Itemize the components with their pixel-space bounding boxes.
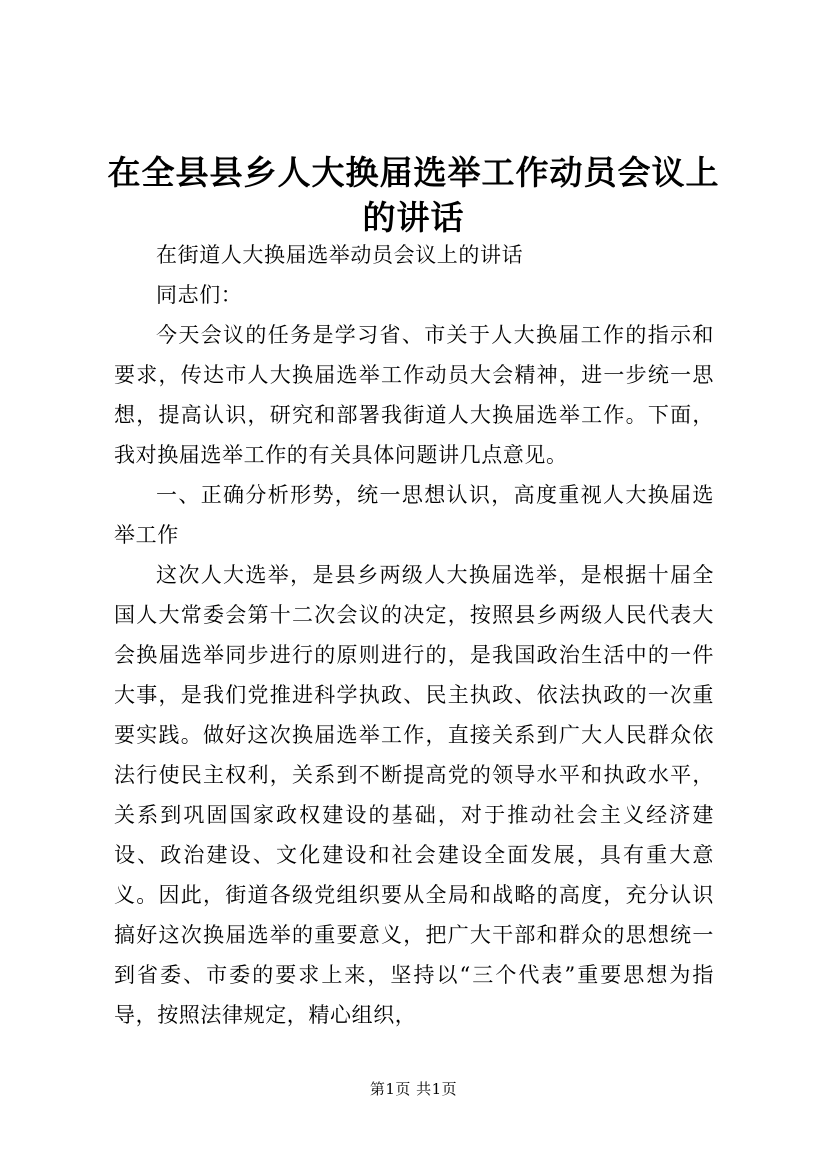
paragraph-subtitle: 在街道人大换届选举动员会议上的讲话 <box>156 243 524 267</box>
paragraph-salutation: 同志们： <box>156 283 243 307</box>
page-footer: 第1页 共1页 <box>369 1080 458 1098</box>
paragraph-body: 这次人大选举，是县乡两级人大换届选举，是根据十届全国人大常委会第十二次会议的决定，按照县乡两级人民代表大会换届选举同步进行的原则进行的，是我国政治生活中的一件大事，是我们党推进科学执政、民主执政、依法执政的一次重要实践。做好这次换届选举工作，直接关系到广大人民群众依法行使民主权利，关系到不断提高党的领导水平和执政水平，关系到巩固国家政权建设的基础，对于推动社会主义经济建设、政治建设、文化建设和社会建设全面发展，具有重大意义。因此，街道各级党组织要从全局和战略的高度，充分认识搞好这次换届选举的重要意义，把广大干部和群众的思想统一到省委、市委的要求上来，坚持以“三个代表”重要思想为指导，按照法律规定，精心组织， <box>114 563 714 1027</box>
paragraph-section-heading: 一、正确分析形势，统一思想认识，高度重视人大换届选举工作 <box>114 483 714 547</box>
document-title: 在全县县乡人大换届选举工作动员会议上的讲话 <box>107 153 720 237</box>
document-body <box>114 235 714 1035</box>
paragraph-intro: 今天会议的任务是学习省、市关于人大换届工作的指示和要求，传达市人大换届选举工作动员大会精神，进一步统一思想，提高认识，研究和部署我街道人大换届选举工作。下面，我对换届选举工作的有关具体问题讲几点意见。 <box>114 323 714 467</box>
